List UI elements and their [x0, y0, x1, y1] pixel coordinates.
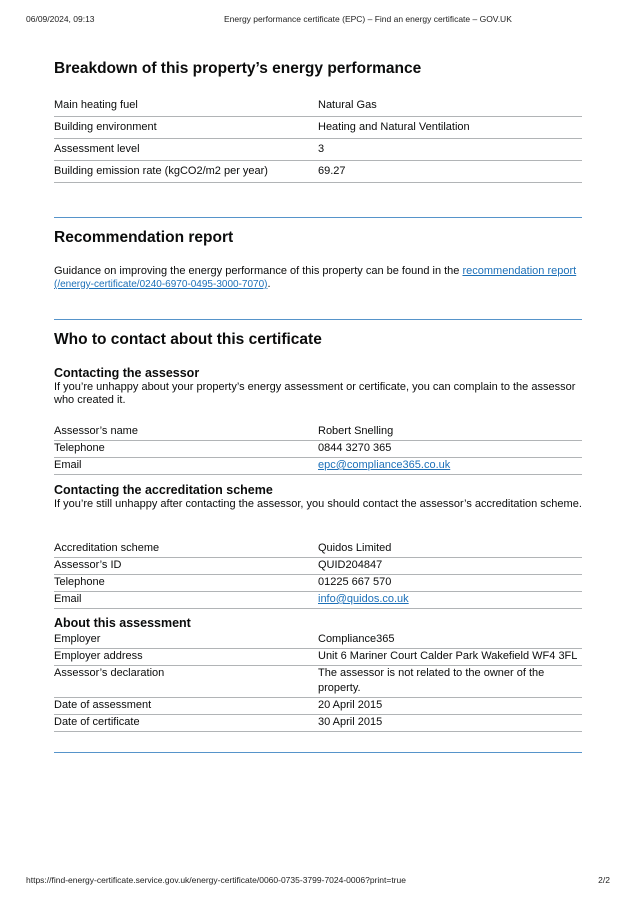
- contact-heading: Who to contact about this certificate: [54, 331, 322, 348]
- print-header: [26, 14, 610, 28]
- about-table: [54, 632, 582, 732]
- assessor-heading: Contacting the assessor: [54, 366, 200, 380]
- section-divider: [54, 217, 582, 218]
- recommendation-link-href: (/energy-certificate/0240-6970-0495-3000-7070): [54, 279, 268, 290]
- row-value: Natural Gas: [318, 95, 582, 117]
- recommendation-heading: Recommendation report: [54, 229, 234, 246]
- row-value: 01225 667 570: [318, 575, 582, 592]
- table-row: [54, 666, 582, 698]
- print-url: https://find-energy-certificate.service.gov.uk/energy-certificate/0060-0735-3799-7024-0006?print=true: [26, 875, 406, 885]
- row-label: Assessor’s declaration: [54, 666, 318, 698]
- row-label: Main heating fuel: [54, 95, 318, 117]
- table-row: [54, 649, 582, 666]
- scheme-email-link[interactable]: info@quidos.co.uk: [318, 593, 409, 605]
- row-value: [318, 592, 582, 609]
- assessor-text: If you’re unhappy about your property’s energy assessment or certificate, you can complain to the assessor who created it.: [54, 381, 576, 406]
- scheme-table: [54, 541, 582, 609]
- table-row: [54, 575, 582, 592]
- page-number: 2/2: [598, 875, 610, 885]
- row-label: Building environment: [54, 117, 318, 139]
- table-row: [54, 558, 582, 575]
- row-value: 20 April 2015: [318, 698, 582, 715]
- row-label: Email: [54, 592, 318, 609]
- row-value: QUID204847: [318, 558, 582, 575]
- section-divider: [54, 752, 582, 753]
- table-row: [54, 592, 582, 609]
- row-value: [318, 458, 582, 475]
- table-row: [54, 95, 582, 117]
- row-label: Assessor’s name: [54, 424, 318, 441]
- table-row: [54, 441, 582, 458]
- section-divider: [54, 319, 582, 320]
- row-label: Date of certificate: [54, 715, 318, 732]
- table-row: [54, 117, 582, 139]
- table-row: [54, 632, 582, 649]
- table-row: [54, 715, 582, 732]
- row-label: Building emission rate (kgCO2/m2 per year): [54, 161, 318, 183]
- row-value: Heating and Natural Ventilation: [318, 117, 582, 139]
- recommendation-text: [54, 265, 582, 291]
- row-value: Quidos Limited: [318, 541, 582, 558]
- scheme-heading: Contacting the accreditation scheme: [54, 483, 273, 497]
- row-value: The assessor is not related to the owner of the property.: [318, 666, 582, 698]
- row-value: 30 April 2015: [318, 715, 582, 732]
- print-footer: [26, 875, 610, 889]
- row-label: Date of assessment: [54, 698, 318, 715]
- recommendation-link-label: recommendation report: [462, 265, 577, 277]
- row-label: Email: [54, 458, 318, 475]
- breakdown-table: [54, 95, 582, 183]
- breakdown-heading: Breakdown of this property’s energy performance: [54, 60, 422, 77]
- row-value: 3: [318, 139, 582, 161]
- table-row: [54, 698, 582, 715]
- print-date: 06/09/2024, 09:13: [26, 14, 95, 24]
- row-label: Accreditation scheme: [54, 541, 318, 558]
- row-label: Assessor’s ID: [54, 558, 318, 575]
- row-value: Unit 6 Mariner Court Calder Park Wakefield WF4 3FL: [318, 649, 582, 666]
- table-row: [54, 541, 582, 558]
- table-row: [54, 161, 582, 183]
- print-page-title: Energy performance certificate (EPC) – Find an energy certificate – GOV.UK: [224, 14, 512, 24]
- row-label: Assessment level: [54, 139, 318, 161]
- table-row: [54, 139, 582, 161]
- row-value: 69.27: [318, 161, 582, 183]
- recommendation-intro: Guidance on improving the energy performance of this property can be found in the: [54, 265, 463, 277]
- row-value: 0844 3270 365: [318, 441, 582, 458]
- row-label: Employer address: [54, 649, 318, 666]
- about-heading: About this assessment: [54, 616, 191, 630]
- row-value: Robert Snelling: [318, 424, 582, 441]
- row-value: Compliance365: [318, 632, 582, 649]
- scheme-text: If you’re still unhappy after contacting the assessor, you should contact the assessor’s accreditation scheme.: [54, 498, 582, 510]
- row-label: Employer: [54, 632, 318, 649]
- row-label: Telephone: [54, 441, 318, 458]
- assessor-email-link[interactable]: epc@compliance365.co.uk: [318, 459, 451, 471]
- recommendation-end: .: [267, 278, 271, 290]
- row-label: Telephone: [54, 575, 318, 592]
- table-row: [54, 424, 582, 441]
- assessor-table: [54, 424, 582, 475]
- table-row: [54, 458, 582, 475]
